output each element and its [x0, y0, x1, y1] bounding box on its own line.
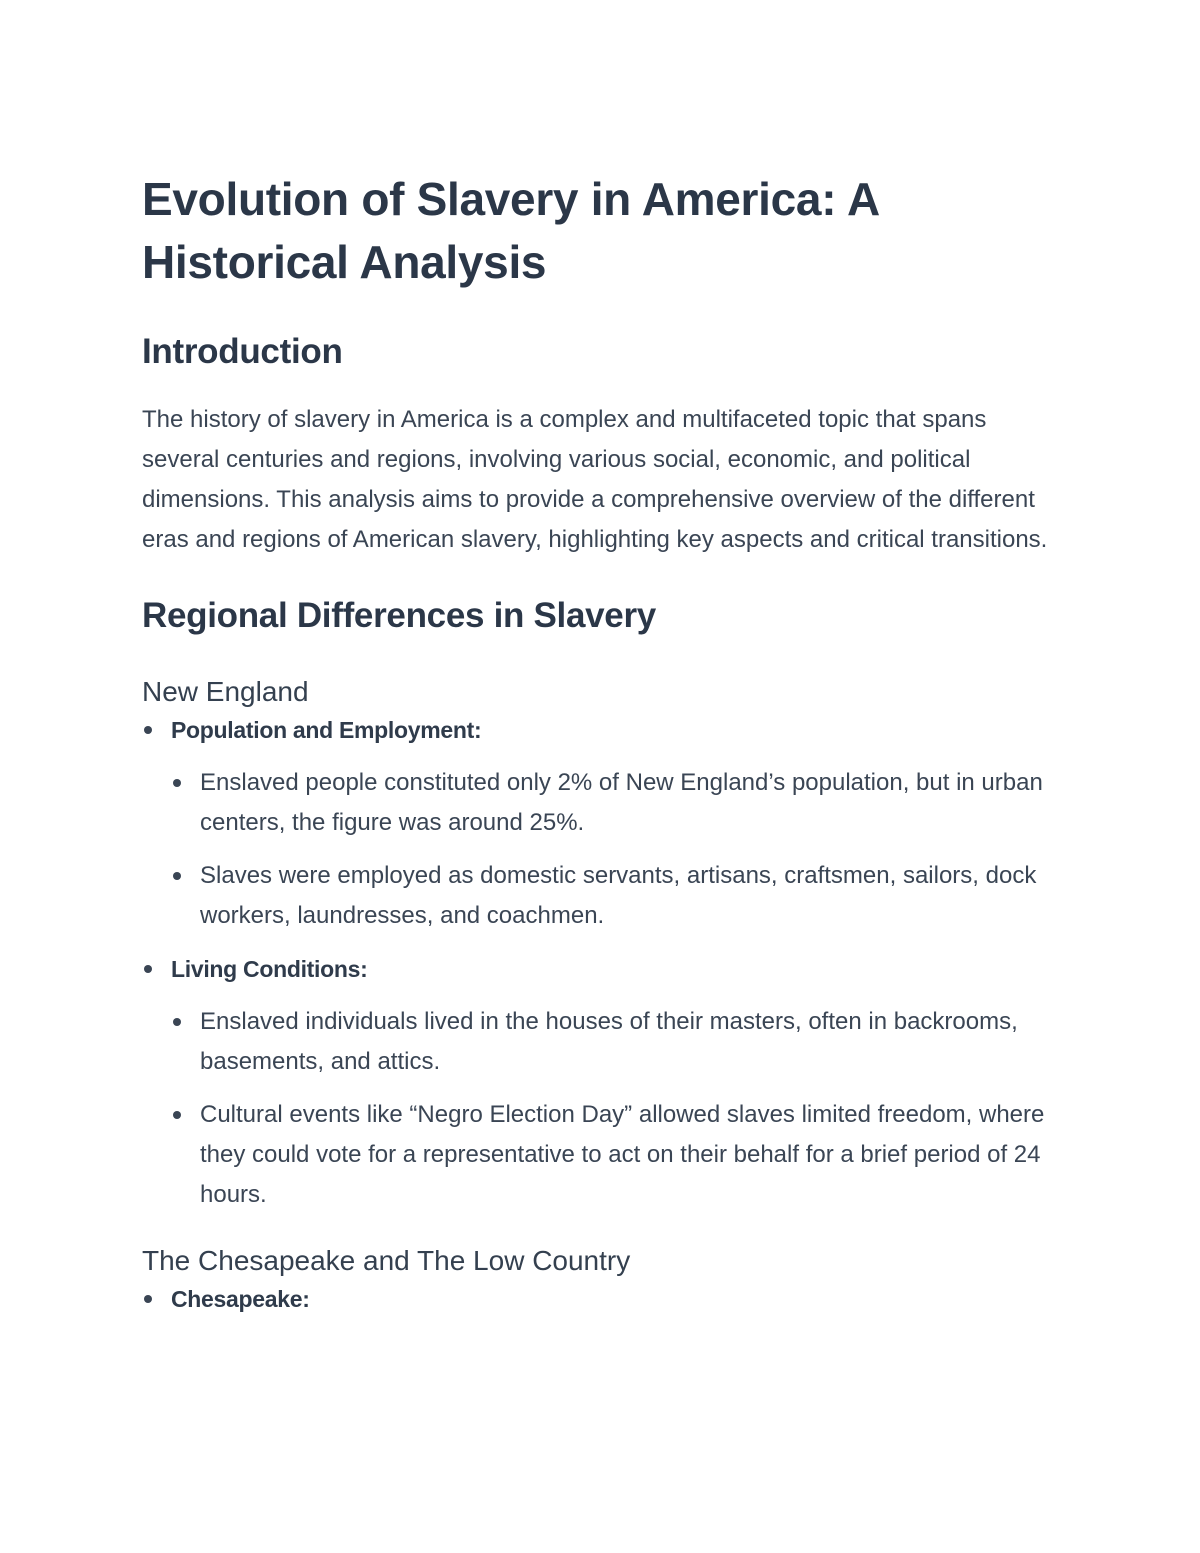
sub-list-item-text: Slaves were employed as domestic servants, artisans, craftsmen, sailors, dock workers, laundresses, and coachmen.	[200, 862, 1037, 929]
bullet-icon	[173, 1018, 181, 1026]
list-item	[142, 1279, 1067, 1319]
list-item-label: Living Conditions:	[171, 956, 368, 982]
bullet-icon	[144, 726, 152, 734]
sub-list	[171, 1002, 1067, 1215]
sub-list-item	[171, 1002, 1067, 1082]
introduction-paragraph: The history of slavery in America is a complex and multifaceted topic that spans several centuries and regions, involving various social, economic, and political dimensions. This analysis aims to provide a comprehensive overview of the different eras and regions of American slavery, highlighting key aspects and critical transitions.	[142, 406, 1048, 553]
bullet-icon	[173, 1111, 181, 1119]
sub-list-item	[171, 763, 1067, 843]
sub-list-item-text: Enslaved individuals lived in the houses of their masters, often in backrooms, basements, and attics.	[200, 1008, 1018, 1075]
new-england-heading: New England	[142, 676, 309, 707]
bullet-icon	[173, 779, 181, 787]
regional-differences-heading: Regional Differences in Slavery	[142, 596, 656, 635]
list-item-label: Population and Employment:	[171, 717, 482, 743]
introduction-heading: Introduction	[142, 332, 343, 371]
sub-list-item-text: Enslaved people constituted only 2% of New England’s population, but in urban centers, the figure was around 25%.	[200, 769, 1043, 836]
sub-list-item	[171, 856, 1067, 936]
bullet-icon	[144, 1295, 152, 1303]
new-england-list	[142, 710, 1067, 1215]
list-item	[142, 949, 1067, 1215]
list-item	[142, 710, 1067, 936]
chesapeake-heading: The Chesapeake and The Low Country	[142, 1245, 631, 1276]
bullet-icon	[173, 872, 181, 880]
sub-list-item	[171, 1095, 1067, 1215]
list-item-label: Chesapeake:	[171, 1286, 310, 1312]
chesapeake-list	[142, 1279, 1067, 1319]
document-title: Evolution of Slavery in America: A Historical Analysis	[142, 173, 879, 288]
sub-list-item-text: Cultural events like “Negro Election Day” allowed slaves limited freedom, where they could vote for a representative to act on their behalf for a brief period of 24 hours.	[200, 1101, 1045, 1208]
bullet-icon	[144, 965, 152, 973]
document-page	[142, 168, 1067, 1319]
sub-list	[171, 763, 1067, 936]
